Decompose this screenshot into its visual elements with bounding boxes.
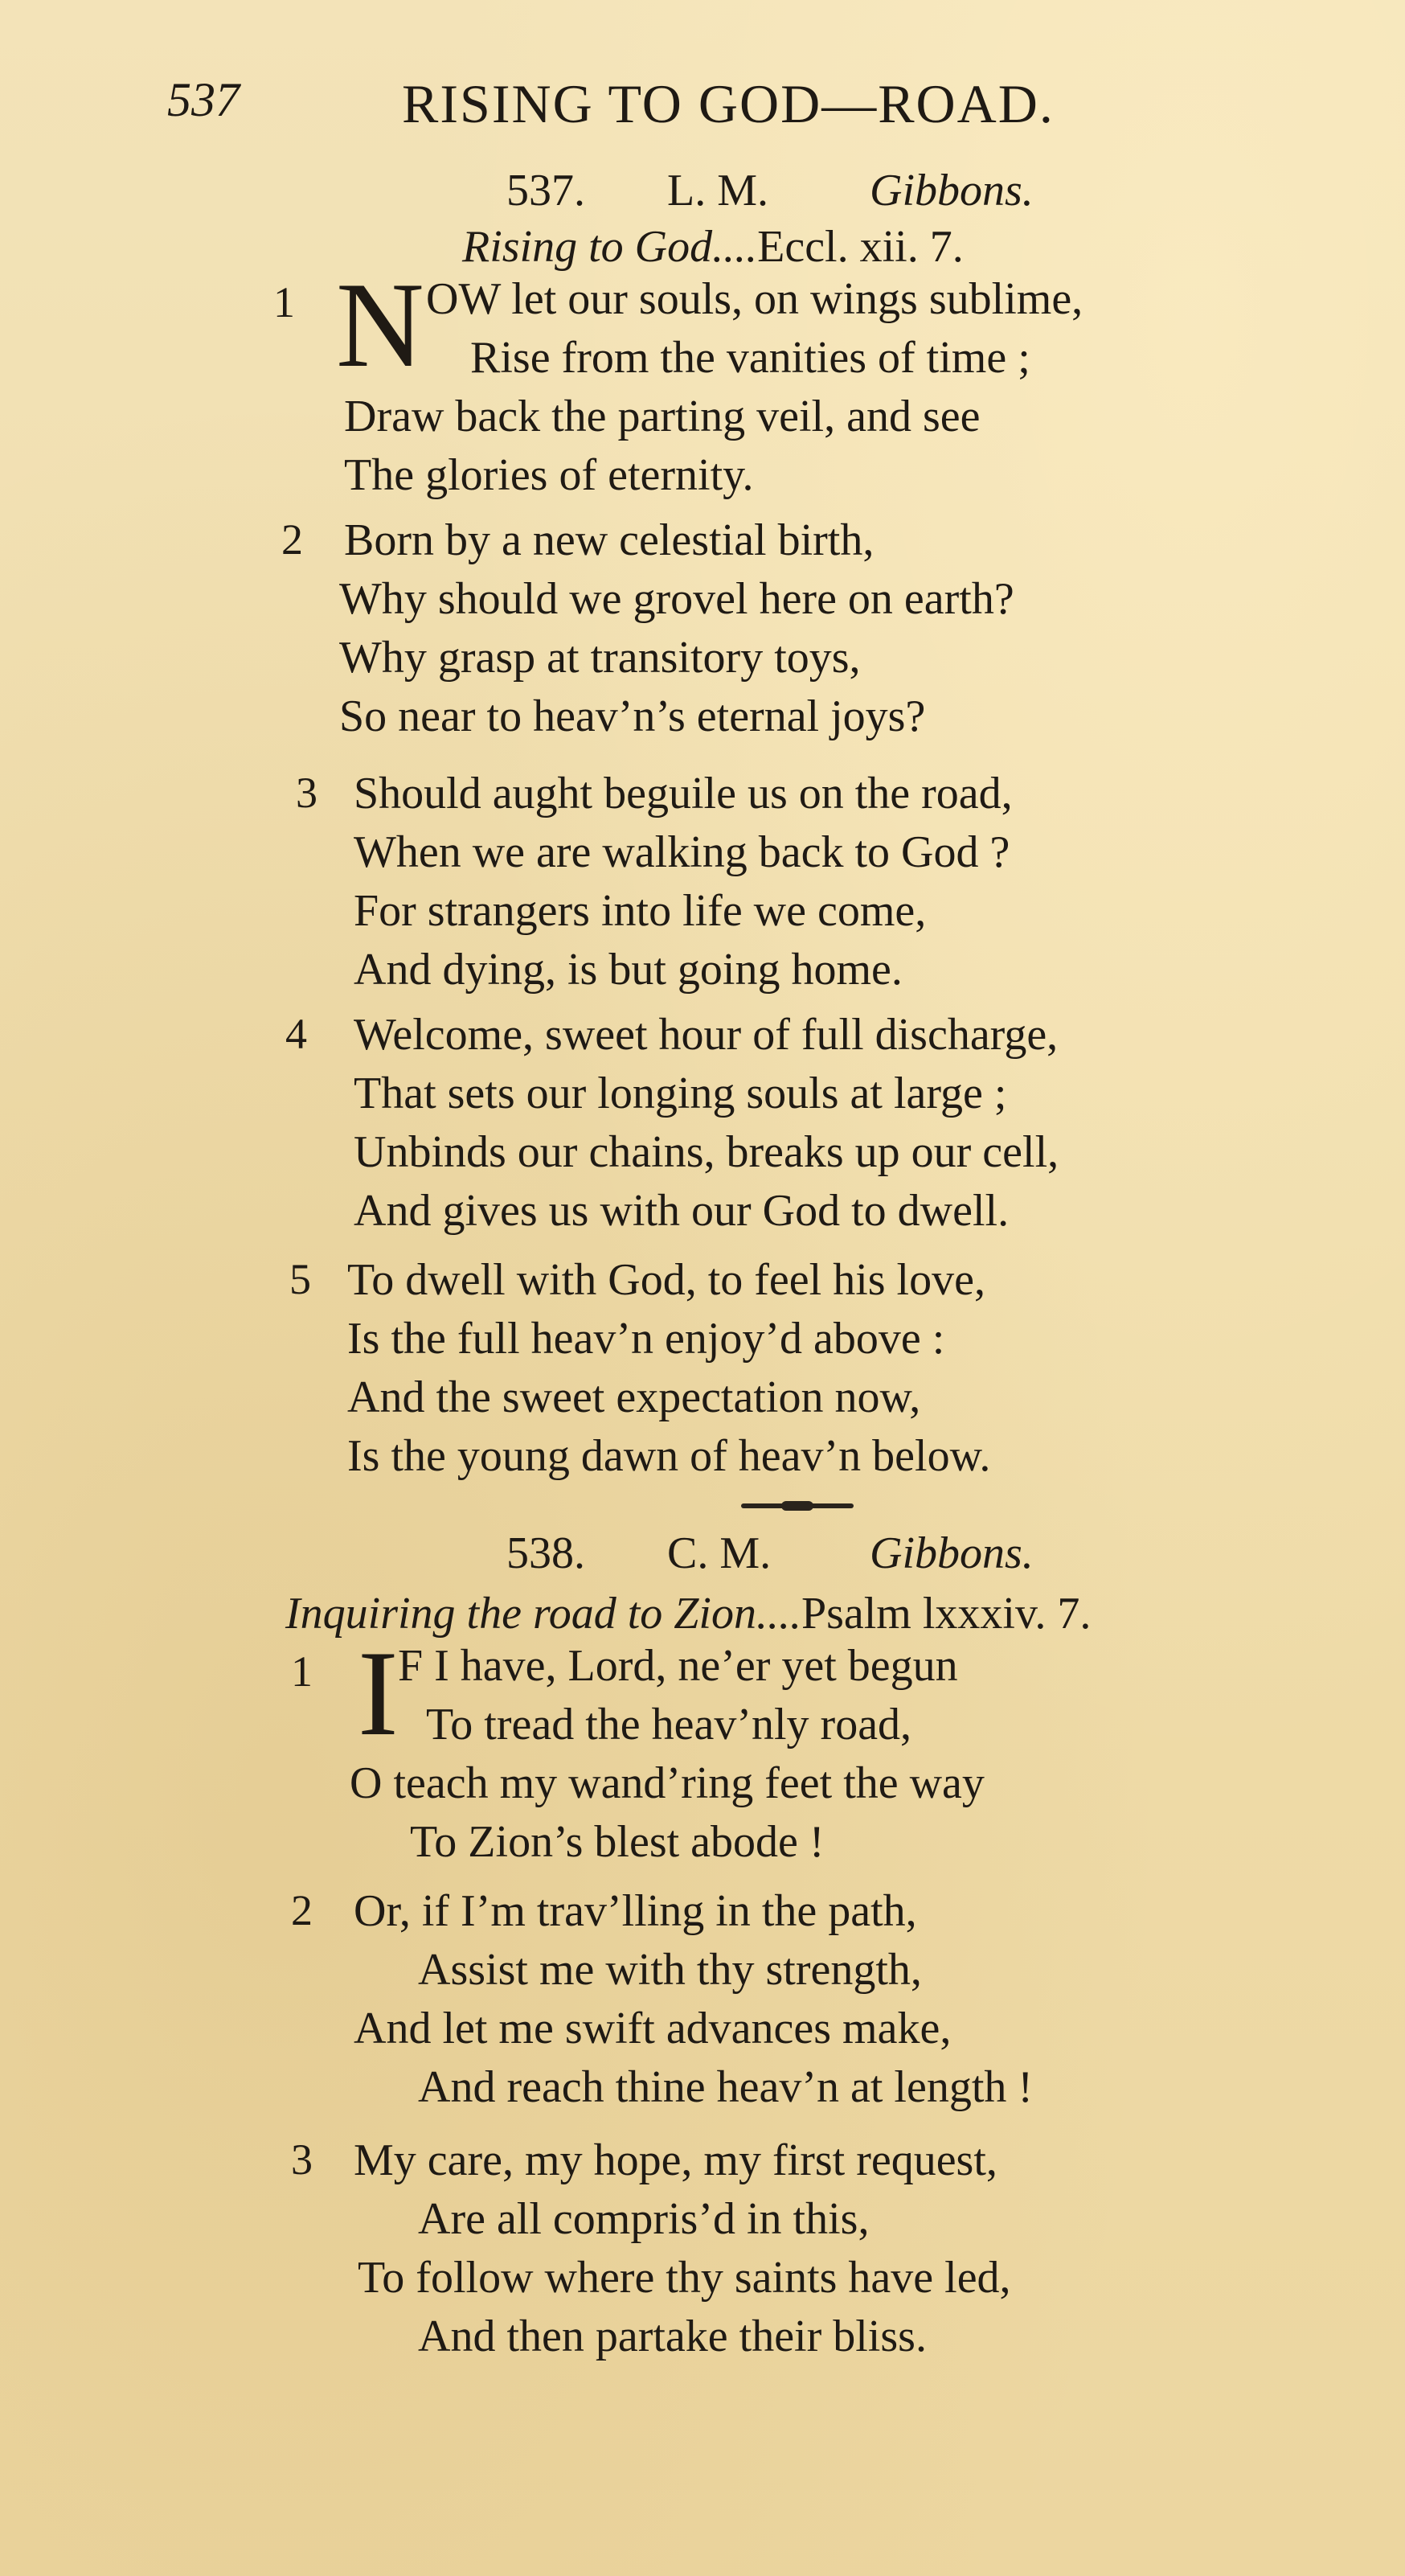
verse-line: To follow where thy saints have led, <box>358 2253 1011 2303</box>
verse-line: And reach thine heav’n at length ! <box>418 2062 1034 2112</box>
hymn-reference: Psalm lxxxiv. 7. <box>801 1589 1092 1639</box>
verse-line: To Zion’s blest abode ! <box>410 1817 825 1867</box>
running-title: RISING TO GOD—ROAD. <box>402 73 1055 134</box>
verse-line: That sets our longing souls at large ; <box>354 1069 1007 1118</box>
verse-line: Or, if I’m trav’lling in the path, <box>354 1886 917 1936</box>
verse-line: Are all compris’d in this, <box>418 2194 870 2244</box>
hymn-reference: Eccl. xii. 7. <box>757 222 964 272</box>
verse-line: Is the full heav’n enjoy’d above : <box>347 1314 945 1364</box>
hymn-number: 537. <box>506 166 585 215</box>
verse-number: 3 <box>296 769 317 817</box>
verse-line: Should aught beguile us on the road, <box>354 769 1013 818</box>
verse-number: 1 <box>291 1647 313 1696</box>
verse-line: So near to heav’n’s eternal joys? <box>339 691 926 741</box>
verse-number: 1 <box>273 278 295 326</box>
verse-line: Rise from the vanities of time ; <box>470 333 1030 383</box>
verse-line: Why should we grovel here on earth? <box>339 574 1014 624</box>
drop-cap: I <box>358 1626 399 1761</box>
verse-line: Assist me with thy strength, <box>418 1945 922 1995</box>
section-divider <box>741 1503 854 1508</box>
verse-line: Welcome, sweet hour of full discharge, <box>354 1010 1059 1060</box>
verse-line: Unbinds our chains, breaks up our cell, <box>354 1127 1059 1177</box>
hymn-subject: Rising to God.... <box>462 222 758 272</box>
page-number: 537 <box>167 73 240 126</box>
verse-line: Born by a new celestial birth, <box>344 515 875 565</box>
verse-line: And the sweet expectation now, <box>347 1372 921 1422</box>
hymn-number: 538. <box>506 1528 585 1578</box>
verse-line: And gives us with our God to dwell. <box>354 1186 1010 1236</box>
verse-line: OW let our souls, on wings sublime, <box>426 274 1083 324</box>
verse-line: Is the young dawn of heav’n below. <box>347 1431 991 1481</box>
verse-line: When we are walking back to God ? <box>354 827 1010 877</box>
verse-line: And dying, is but going home. <box>354 945 903 995</box>
verse-number: 2 <box>281 515 303 564</box>
hymn-meter: L. M. <box>667 166 768 215</box>
hymn-tune: Gibbons. <box>870 1528 1034 1578</box>
verse-line: Why grasp at transitory toys, <box>339 633 861 683</box>
verse-number: 2 <box>291 1886 313 1934</box>
page-header <box>0 72 1405 145</box>
verse-number: 4 <box>285 1010 307 1058</box>
hymn-tune: Gibbons. <box>870 166 1034 215</box>
drop-cap: N <box>336 257 424 392</box>
verse-line: To tread the heav’nly road, <box>426 1700 912 1749</box>
verse-line: And then partake their bliss. <box>418 2311 927 2361</box>
verse-number: 3 <box>291 2135 313 2184</box>
verse-line: To dwell with God, to feel his love, <box>347 1255 985 1305</box>
verse-line: The glories of eternity. <box>344 450 754 500</box>
hymn-meter: C. M. <box>667 1528 772 1578</box>
verse-line: And let me swift advances make, <box>354 2004 952 2053</box>
verse-number: 5 <box>289 1255 311 1303</box>
hymn-subject: Inquiring the road to Zion.... <box>285 1589 801 1639</box>
verse-line: My care, my hope, my first request, <box>354 2135 997 2185</box>
verse-line: F I have, Lord, ne’er yet begun <box>398 1641 958 1691</box>
verse-line: Draw back the parting veil, and see <box>344 392 981 441</box>
verse-line: For strangers into life we come, <box>354 886 927 936</box>
verse-line: O teach my wand’ring feet the way <box>350 1758 985 1808</box>
